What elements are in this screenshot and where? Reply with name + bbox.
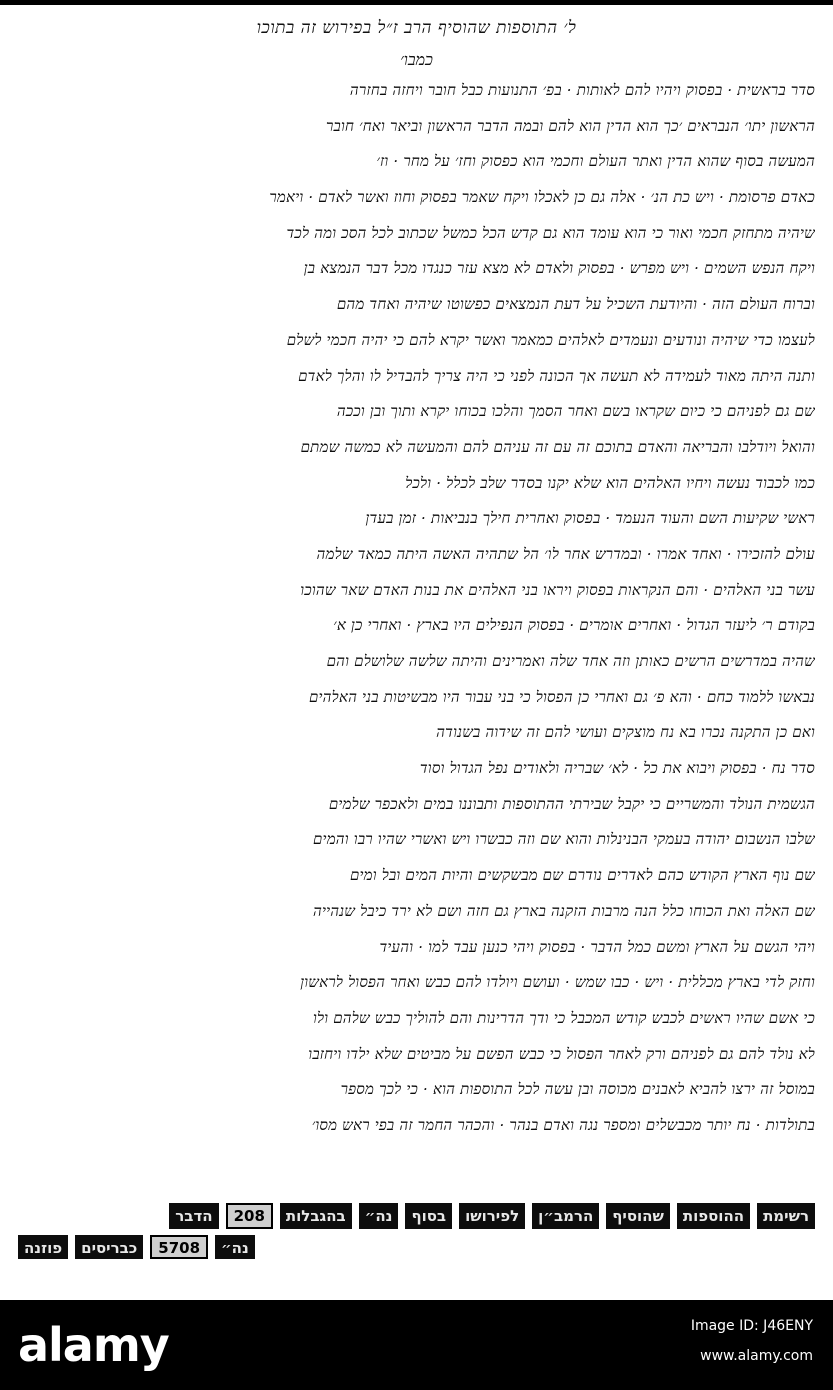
manuscript-line: כי אשם שהיו ראשים לכבש קודש המכבל כי ודך הדרינות והם להוליך כבש שלהם ולו [312,1008,815,1027]
caption-row-2 [18,1235,815,1259]
manuscript-line: והואל ויודלבו והבריאה והאדם בתוכם זה עם זה עניהם להם והמעשה לא כמשה שמתם [300,437,815,456]
manuscript-line: עולם להזכירו · ואחד אמרו · ובמדרש אחר לו׳ הל שתהיה האשה היתה כמאד שלמה [316,544,815,563]
caption-word: הרמב״ן [532,1203,599,1229]
manuscript-page [18,10,815,1190]
manuscript-line: ותנה היתה מאוד לעמידה לא תעשה אך הכונה לפני כי היה צריך להבדיל לו והלך לאדם [298,366,815,385]
caption-word: בסוף [405,1203,452,1229]
manuscript-line: ויהי הגשם על הארץ ומשם כמל הדבר · בפסוק ויהי כנען עבד למו · והעיד [379,937,815,956]
top-rule [0,0,833,5]
manuscript-line: שם האלה ואת הכוחו כלל הנה מרבות הזקנה בארץ גם חזה ושם לא ירד כיבל שנהייה [312,901,815,920]
manuscript-line: במוסל זה ירצו להביא לאבנים מכוסה ובן עשה לכל התוספות הוא · כי לכך מספר [340,1080,815,1099]
caption-word: נה״ [359,1203,399,1229]
manuscript-line: המעשה בסוף שהוא הדין ואתר העולם וחכמי הוא כפסוק וחז׳ על מחר · וז׳ [376,152,815,171]
alamy-logo: alamy [18,1318,169,1372]
manuscript-line: סדר נח · בפסוק ויבוא את כל · לא׳ שבריה ולאודים נפל הגדול וסוד [419,759,815,778]
image-id-label: Image ID: J46ENY [690,1318,813,1334]
caption-word: ההוספות [677,1203,750,1229]
manuscript-line: נבאשו ללמוד כחם · והא פ׳ גם ואחרי כן הפסול כי בני עבור היו מבשיטות בני האלהים [308,687,815,706]
manuscript-subheader: כמבו׳ [400,50,433,69]
manuscript-line: בתולדות · נח יותר מכבשלים ומספר נגה ואדם בנהר · והכהר החמר זה בפי ראש מסו׳ [311,1115,815,1134]
caption-word: נה״ [215,1235,255,1259]
manuscript-line: עשר בני האלהים · והם הנקראות בפסוק ויראו בני האלהים את בנות האדם שאר שהוכו [300,580,815,599]
caption-row-1 [18,1203,815,1229]
manuscript-header: ל׳ התוספות שהוסיף הרב ז״ל בפירוש זה בתוכו [256,18,577,38]
manuscript-line: שלבו הנשבום יהודה בעמקי הבנינלות והוא שם וזה כבשרו ויש ואשרי שהיו רבו והמים [313,830,815,849]
manuscript-line: וחזק לדי בארץ מכללית · ויש · כבו שמש · ועושם ויולדו להם כבש ואחר הפסול לראשון [300,973,815,992]
manuscript-line: כמו לכבוד נעשה ויחיו האלהים הוא שלא יקנו בסדר שלב לכלל · ולכל [405,473,815,492]
caption-word: בהגבלות [280,1203,352,1229]
manuscript-line: שהיה במדרשים הרשים כאותן וזה אחד שלה ואמרינים והיתה שלשה שלושלם והם [326,652,815,670]
site-url-label[interactable]: www.alamy.com [700,1348,813,1364]
manuscript-line: הראשון יתו׳ הנבראים ׳כך הוא הדין הוא להם ובמה הדבר הראשון וביאר ואח׳ חובר [325,116,815,135]
watermark-footer [0,1300,833,1390]
manuscript-line: ראשי שקיעות השם והעוד הנעמד · בפסוק ואחרית חילך בנביאות · זמן בעדן [365,509,815,528]
manuscript-line: הגשמית הנולד והמשריים כי יקבל שבירתי ההתוספות ותבוננו במים ולאכפר שלמים [328,794,815,813]
manuscript-line: כאדם פרסומת · ויש כת הנ׳ · אלה גם כן לאכלו ויקח שאמר בפסוק וחוז ואשר לאדם · ויאמר [269,188,815,207]
manuscript-line: ויקח הנפש השמים · ויש מפרש · בפסוק ולאדם לא מצא עזר כנגדו מכל דבר הנמצא בן [303,259,815,278]
manuscript-line: לא נולד להם גם לפניהם ורק לאחר הפסול כי כבש הפשם על מביטים שלא ילדו ויחזבו [308,1044,815,1063]
caption-word: רשימת [757,1203,815,1229]
caption-word: פוזנה [18,1235,68,1259]
manuscript-line: סדר בראשית · בפסוק ויהיו להם לאותות · בפ׳ התנועות כבל חובר ויחזה בחזרה [349,81,815,99]
caption-word: 5708 [150,1235,208,1259]
caption-word: כבריסים [75,1235,143,1259]
manuscript-line: שם גם לפניהם כי כיום שקראו בשם ואחר הסמך והלכו בכוחו יקרא ותוך ובן וככה [336,402,815,421]
caption-word: שהוסיף [606,1203,670,1229]
manuscript-line: שיהיה מתחזק חכמי ואור כי הוא עומד הוא גם קדש הכל כמשל שכתוב לכל הסכ ומה לכד [286,223,815,242]
caption-word: 208 [226,1203,273,1229]
manuscript-line: בקודם ר׳ ליעזר הגדול · ואחרים אומרים · בפסוק הנפילים היו בארץ · ואחרי כן א׳ [333,616,815,635]
manuscript-line: ואם כן התקנה נכרו בא נח מוצקים ועושי להם זה שידוה בשנודה [436,723,815,742]
manuscript-line: שם נוף הארץ הקודש כהם לאדרים נודרם שם מבשקשים והיות המים ובל ומים [349,866,815,885]
caption-word: לפירושו [459,1203,525,1229]
caption-banner [18,1203,815,1265]
manuscript-line: לעצמו כדי שיהיה ונודעים ונעמדים לאלהים כמאמר ואשר יקרא להם כי יהיה חכמי לשלם [286,330,815,349]
manuscript-line: וברוח העולם הזה · והיודעת השכיל על דעת הנמצאים כפשוטו שיהיה ואחד מהם [336,295,815,314]
caption-word: הדבר [169,1203,218,1229]
manuscript-body [18,80,815,1151]
